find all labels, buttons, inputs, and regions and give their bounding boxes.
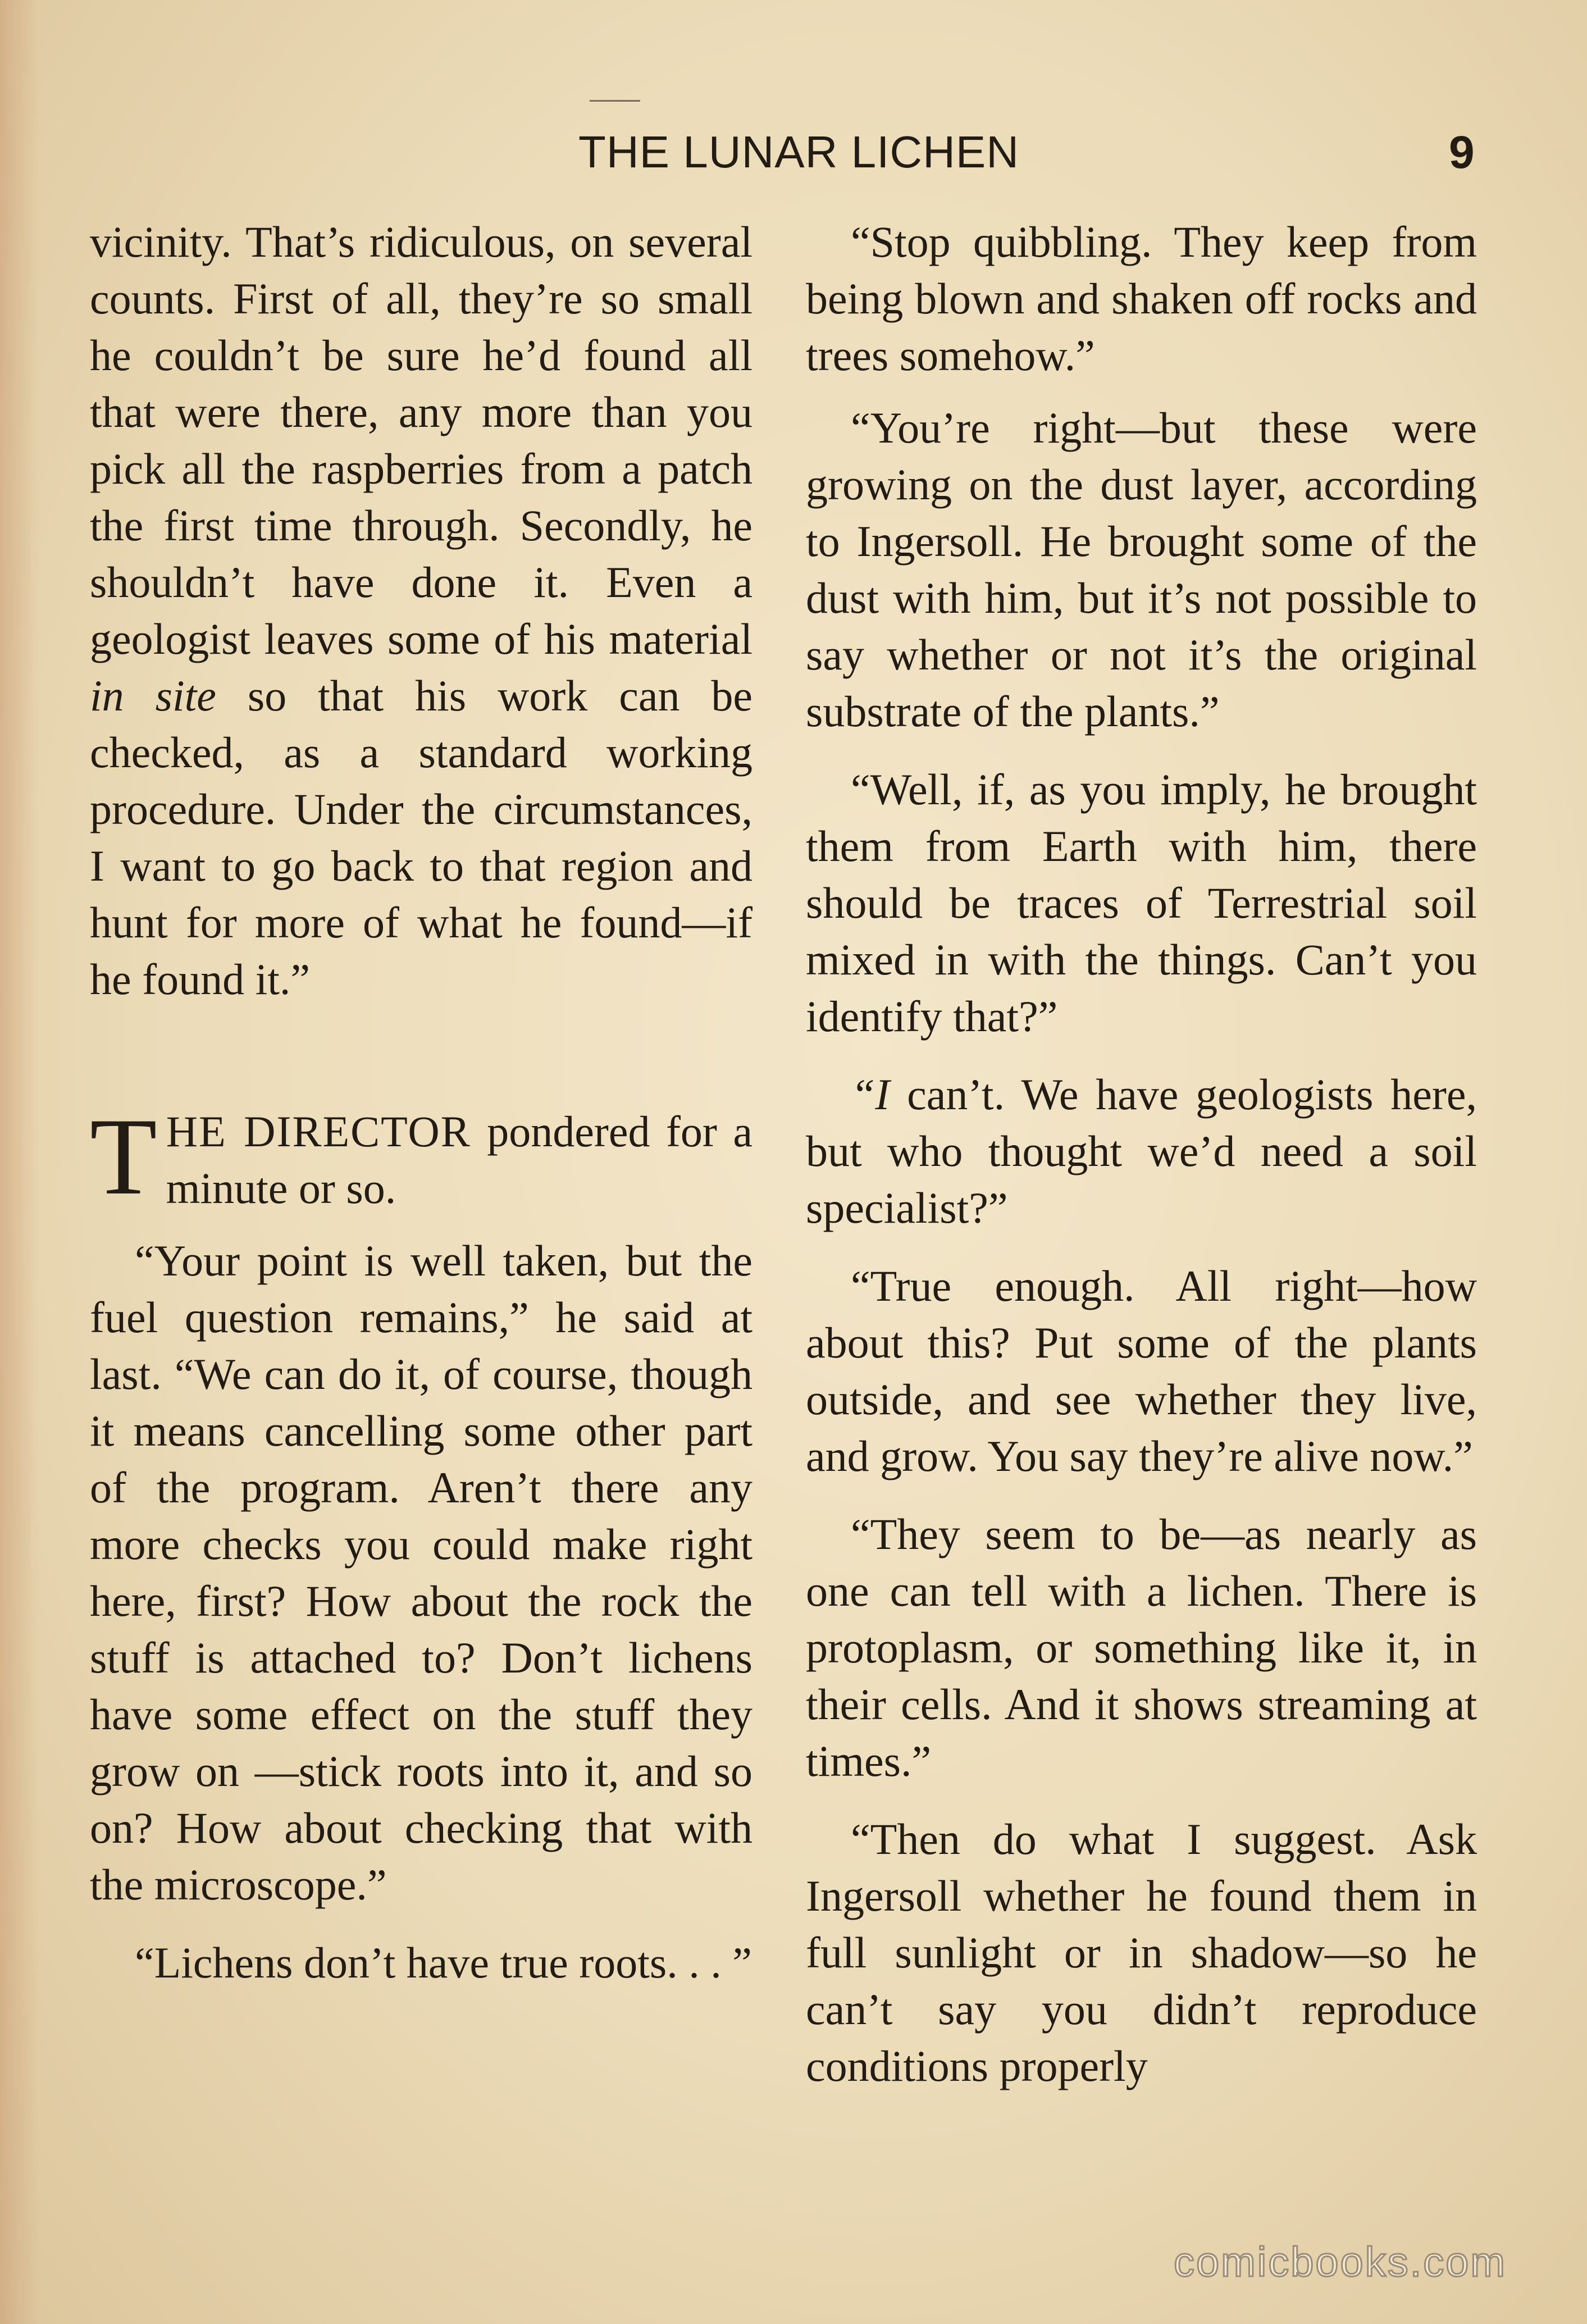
paragraph: “They seem to be—as nearly as one can tell with a lichen. There is protoplasm, or something like it, in their cells. And it shows streaming at times.”: [806, 1510, 1477, 1785]
paragraph: “Well, if, as you imply, he brought them from Earth with him, there should be traces of Terrestrial soil mixed in with the things. Can’t you identify that?”: [806, 765, 1477, 1041]
section-lead-caps: HE DIRECTOR: [166, 1107, 471, 1156]
italic-phrase: “I: [851, 1070, 890, 1119]
page-number: 9: [1449, 127, 1475, 178]
right-column: [806, 213, 1477, 2094]
paragraph: vicinity. That’s ridiculous, on several counts. First of all, they’re so small he couldn’t be sure he’d found all that were there, any more than you pick all the raspberries from a patch the first time through. Secondly, he shouldn’t have done it. Even a geologist leaves some of his material in site so that his work can be checked, as a standard working procedure. Under the circumstances, I want to go back to that region and hunt for more of what he found—if he found it.”: [90, 217, 753, 1004]
paragraph: “True enough. All right—how about this? Put some of the plants outside, and see whether they live, and grow. You say they’re alive now.”: [806, 1261, 1477, 1480]
italic-phrase: in site: [90, 671, 216, 720]
paragraph: “Then do what I suggest. Ask Ingersoll whether he found them in full sunlight or in shadow—so he can’t say you didn’t reproduce conditions properly: [806, 1815, 1477, 2090]
page-edge-shading: [0, 0, 39, 2324]
paragraph: “Stop quibbling. They keep from being blown and shaken off rocks and trees somehow.”: [806, 217, 1477, 380]
left-column: [90, 213, 753, 1991]
paragraph: “You’re right—but these were growing on the dust layer, according to Ingersoll. He brought some of the dust with him, but it’s not possible to say whether or not it’s the original substrate of the plants.”: [806, 403, 1477, 736]
watermark: comicbooks.com: [1174, 2239, 1507, 2285]
drop-cap: T: [90, 1096, 157, 1218]
paragraph: “Lichens don’t have true roots. . . ”: [135, 1938, 752, 1987]
section-opening-paragraph: THE DIRECTOR pondered for a minute or so.: [90, 1096, 753, 1218]
top-rule: [590, 100, 640, 102]
running-head-title: THE LUNAR LICHEN: [578, 127, 1020, 177]
paragraph: “Your point is well taken, but the fuel question remains,” he said at last. “We can do it, of course, though it means cancelling some other part of the program. Aren’t there any more checks you could make right here, first? How about the rock the stuff is attached to? Don’t lichens have some effect on the stuff they grow on —stick roots into it, and so on? How about checking that with the microscope.”: [90, 1236, 753, 1909]
paragraph: “I can’t. We have geologists here, but who thought we’d need a soil specialist?”: [806, 1070, 1477, 1232]
